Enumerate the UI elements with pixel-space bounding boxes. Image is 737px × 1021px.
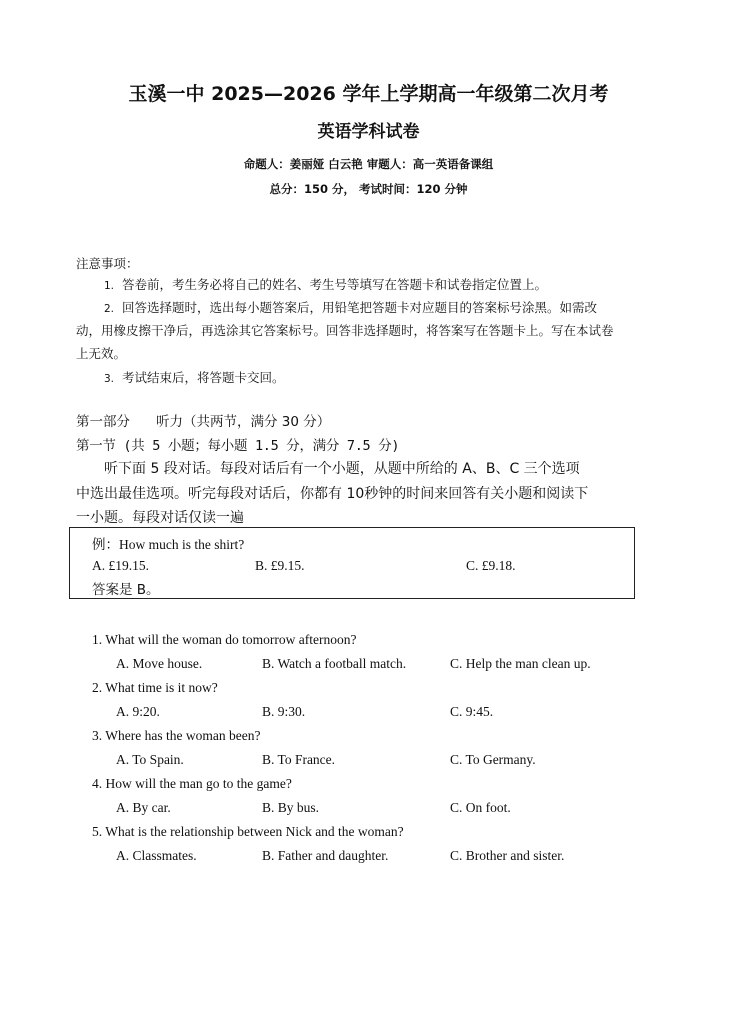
note-text: 考试结束后，将答题卡交回。 (122, 370, 285, 385)
instruction-line-1: 听下面 5 段对话。每段对话后有一个小题，从题中所给的 A、B、C 三个选项 (104, 461, 580, 477)
note-number: 1. (104, 280, 115, 292)
note-item-3 (104, 366, 285, 391)
question-option-a: A. By car. (116, 800, 171, 815)
note-item-1 (104, 273, 547, 298)
question-option-a: A. 9:20. (116, 704, 160, 719)
note-item-2 (104, 296, 597, 321)
question-option-a: A. Classmates. (116, 848, 197, 863)
note-text: 答卷前，考生务必将自己的姓名、考生号等填写在答题卡和试卷指定位置上。 (122, 277, 548, 292)
question-stem: 3. Where has the woman been? (92, 728, 261, 743)
question-option-b: B. By bus. (262, 800, 320, 815)
question-option-c: C. On foot. (450, 800, 511, 815)
part-title: 听力（共两节，满分 30 分） (156, 414, 331, 430)
section-heading: 第一节 (共 5 小题；每小题 1.5 分，满分 7.5 分) (76, 438, 400, 454)
question-option-a: A. To Spain. (116, 752, 184, 767)
part-heading (76, 410, 330, 430)
question-stem: 4. How will the man go to the game? (92, 776, 292, 791)
question-option-b: B. Watch a football match. (262, 656, 407, 671)
note-item-2-continued: 动，用橡皮擦干净后，再选涂其它答案标号。回答非选择题时，将答案写在答题卡上。写在本试卷 (76, 323, 614, 338)
notes-title: 注意事项： (76, 256, 139, 271)
question-option-c: C. Brother and sister. (450, 848, 565, 863)
part-label: 第一部分 (76, 414, 130, 430)
exam-title: 玉溪一中 2025—2026 学年上学期高一年级第二次月考 (128, 83, 609, 105)
instruction-line-3: 一小题。每段对话仅读一遍 (76, 510, 244, 526)
example-option-a: A. £19.15. (92, 558, 149, 573)
example-question: 例：How much is the shirt? (92, 537, 245, 552)
question-option-b: B. To France. (262, 752, 336, 767)
instruction-line-2: 中选出最佳选项。听完每段对话后，你都有 10秒钟的时间来回答有关小题和阅读下 (76, 486, 589, 502)
note-item-2-end: 上无效。 (76, 346, 127, 361)
authors-line: 命题人：姜丽娅 白云艳 审题人：高一英语备课组 (243, 157, 494, 171)
score-time-line: 总分：150 分， 考试时间：120 分钟 (269, 182, 468, 196)
question-option-c: C. To Germany. (450, 752, 536, 767)
question-option-b: B. 9:30. (262, 704, 306, 719)
example-option-c: C. £9.18. (466, 558, 516, 573)
question-option-c: C. 9:45. (450, 704, 494, 719)
question-stem: 1. What will the woman do tomorrow afternoon? (92, 632, 357, 647)
note-text: 回答选择题时，选出每小题答案后，用铅笔把答题卡对应题目的答案标号涂黑。如需改 (122, 300, 598, 315)
note-number: 3. (104, 373, 115, 385)
question-option-a: A. Move house. (116, 656, 203, 671)
exam-subtitle: 英语学科试卷 (317, 122, 420, 142)
question-option-c: C. Help the man clean up. (450, 656, 591, 671)
question-stem: 5. What is the relationship between Nick and the woman? (92, 824, 404, 839)
question-stem: 2. What time is it now? (92, 680, 218, 695)
question-option-b: B. Father and daughter. (262, 848, 389, 863)
example-answer: 答案是 B。 (92, 582, 160, 598)
note-number: 2. (104, 303, 115, 315)
example-option-b: B. £9.15. (255, 558, 305, 573)
